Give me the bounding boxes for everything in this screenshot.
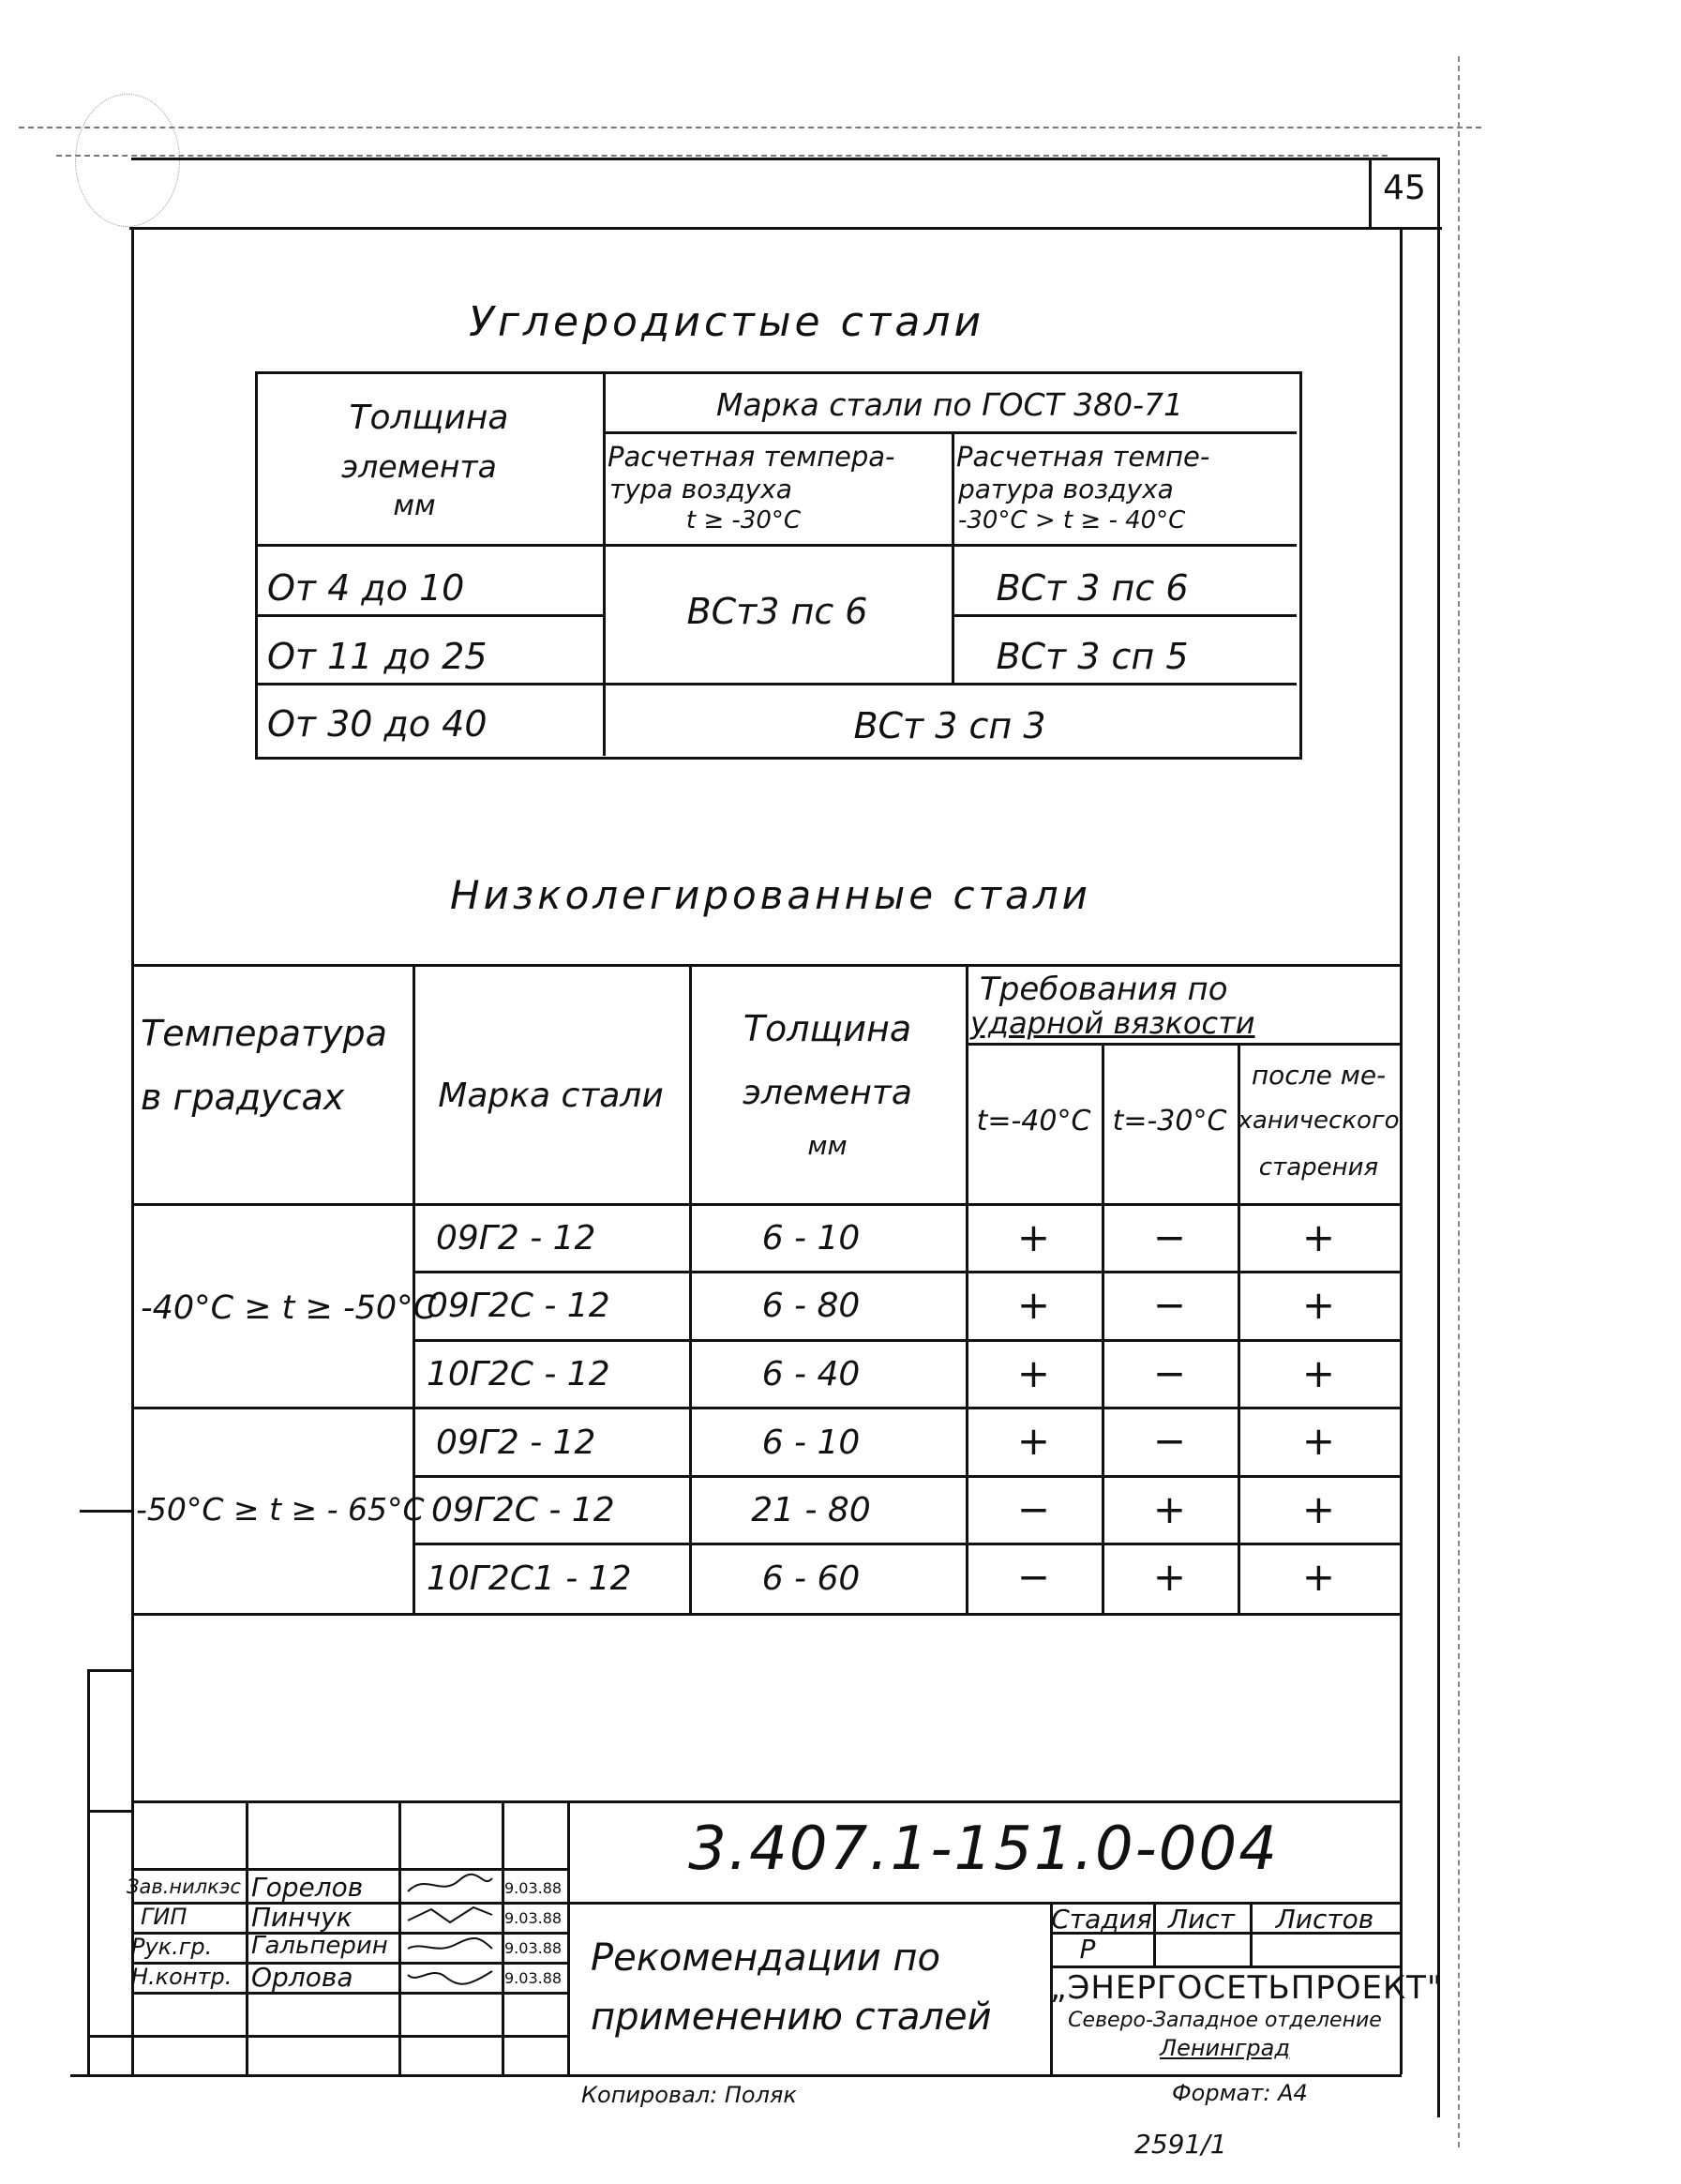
signature-scribble	[403, 1932, 497, 1960]
carbon-grade-last-merged: ВСт 3 сп 3	[853, 705, 1046, 746]
lowalloy-row-t40: +	[1016, 1214, 1051, 1260]
lowalloy-row-thickness: 21 - 80	[751, 1491, 871, 1529]
organization-city: Ленинград	[1160, 2035, 1290, 2061]
copied-by: Копировал: Поляк	[581, 2082, 797, 2108]
carbon-row-line	[603, 431, 1297, 434]
lowalloy-row-line	[413, 1543, 1400, 1545]
title-row-line	[131, 2035, 567, 2038]
carbon-col-line	[603, 371, 606, 756]
frame-top	[129, 227, 1442, 230]
lowalloy-row-aging: +	[1301, 1350, 1336, 1396]
organization-branch: Северо-Западное отделение	[1068, 2009, 1382, 2032]
lowalloy-row-t30: −	[1152, 1350, 1187, 1396]
carbon-grade2-row1: ВСт 3 пс 6	[996, 567, 1189, 609]
carbon-row-line	[255, 544, 1297, 547]
sheets-label: Листов	[1275, 1904, 1374, 1935]
stage-value: Р	[1079, 1934, 1096, 1965]
document-code: 3.407.1-151.0-004	[688, 1815, 1279, 1884]
document-title-line1: Рекомендации по	[591, 1936, 941, 1980]
frame-left	[131, 227, 134, 2074]
frame-right	[1400, 227, 1403, 2074]
lowalloy-header-aging: после ме-	[1251, 1060, 1387, 1091]
signer-role: Н.контр.	[131, 1964, 233, 1990]
lowalloy-row-t30: −	[1152, 1214, 1187, 1260]
signature-scribble	[403, 1962, 497, 1990]
lowalloy-row-grade: 10Г2С1 - 12	[427, 1559, 632, 1598]
title-col-line	[502, 1800, 504, 2074]
lowalloy-row-grade: 10Г2С - 12	[427, 1355, 610, 1393]
lowalloy-row-thickness: 6 - 40	[761, 1355, 861, 1393]
lowalloy-header-temp-2: в градусах	[141, 1077, 345, 1118]
signer-date: 9.03.88	[504, 1939, 563, 1957]
carbon-header-temp2-3: -30°C > t ≥ - 40°C	[958, 506, 1186, 535]
lowalloy-steels-title: Низколегированные стали	[450, 872, 1091, 918]
title-col-line	[246, 1800, 248, 2074]
lowalloy-row-t40: −	[1016, 1486, 1051, 1532]
lowalloy-row-thickness: 6 - 80	[761, 1287, 861, 1325]
lowalloy-header-thickness: Толщина	[743, 1008, 912, 1049]
lowalloy-group-temp: -50°C ≥ t ≥ - 65°C	[136, 1491, 425, 1528]
lowalloy-header-t40: t=-40°C	[976, 1105, 1091, 1137]
frame-top-outer	[131, 158, 1439, 160]
lowalloy-header-bottom	[131, 1203, 1400, 1206]
signer-name: Орлова	[251, 1962, 353, 1993]
sheet-number: 45	[1383, 169, 1426, 207]
frame-bottom	[70, 2074, 1402, 2077]
stage-label: Стадия	[1051, 1904, 1152, 1935]
title-row-line	[131, 1868, 567, 1871]
round-stamp	[75, 94, 180, 227]
carbon-header-temp1: Расчетная темпера-	[608, 441, 895, 473]
lowalloy-row-grade: 09Г2С - 12	[431, 1491, 615, 1529]
carbon-row-line	[255, 683, 1297, 685]
lowalloy-row-t40: +	[1016, 1350, 1051, 1396]
document-title-line2: применению сталей	[591, 1996, 992, 2039]
lowalloy-row-t40: +	[1016, 1418, 1051, 1464]
lowalloy-bottom-line	[131, 1613, 1400, 1616]
carbon-header-temp1-3: t ≥ -30°C	[685, 506, 802, 535]
inventory-number: 2591/1	[1134, 2129, 1227, 2160]
lowalloy-header-aging-2: ханического	[1238, 1107, 1400, 1135]
lowalloy-row-line	[966, 1043, 1400, 1046]
lowalloy-header-req-2: ударной вязкости	[970, 1005, 1255, 1041]
binding-mark	[80, 1510, 131, 1513]
lowalloy-row-grade: 09Г2 - 12	[436, 1423, 596, 1462]
lowalloy-row-grade: 09Г2С - 12	[427, 1287, 610, 1325]
carbon-row-thickness: От 4 до 10	[267, 567, 465, 609]
lowalloy-group-temp: -40°C ≥ t ≥ -50°C	[141, 1289, 437, 1327]
signature-scribble	[403, 1871, 497, 1899]
carbon-row-thickness: От 30 до 40	[267, 703, 488, 745]
carbon-row-line	[255, 614, 603, 617]
carbon-header-thickness-3: мм	[393, 490, 436, 522]
lowalloy-row-aging: +	[1301, 1486, 1336, 1532]
signer-name: Гальперин	[251, 1932, 388, 1960]
right-trim-line	[1458, 56, 1460, 2147]
lowalloy-header-aging-3: старения	[1258, 1153, 1379, 1182]
lowalloy-header-t30: t=-30°C	[1112, 1105, 1227, 1137]
carbon-header-thickness-2: элемента	[341, 448, 497, 485]
title-col-line	[398, 1800, 401, 2074]
binding-mark	[87, 1669, 131, 1672]
trim-line	[19, 127, 1481, 128]
lowalloy-row-grade: 09Г2 - 12	[436, 1219, 596, 1258]
frame-right-outer	[1437, 158, 1440, 2117]
lowalloy-header-thickness-2: элемента	[743, 1074, 912, 1112]
organization-name: „ЭНЕРГОСЕТЬПРОЕКТ"	[1050, 1969, 1443, 2007]
lowalloy-row-aging: +	[1301, 1282, 1336, 1328]
signer-role: ГИП	[141, 1904, 188, 1930]
lowalloy-row-line	[413, 1339, 1400, 1342]
carbon-header-thickness: Толщина	[349, 399, 509, 437]
lowalloy-row-thickness: 6 - 10	[761, 1423, 861, 1462]
lowalloy-row-thickness: 6 - 60	[761, 1559, 861, 1598]
signer-role: Рук.гр.	[131, 1934, 213, 1960]
trim-line	[56, 155, 1388, 157]
signature-scribble	[403, 1902, 497, 1930]
signer-date: 9.03.88	[504, 1909, 563, 1927]
binding-strip	[87, 1669, 90, 2074]
lowalloy-row-aging: +	[1301, 1554, 1336, 1600]
carbon-header-temp2-2: ратура воздуха	[958, 474, 1174, 505]
sheet-label: Лист	[1168, 1904, 1235, 1935]
lowalloy-row-aging: +	[1301, 1418, 1336, 1464]
carbon-steels-title: Углеродистые стали	[469, 298, 985, 346]
binding-mark	[87, 1810, 131, 1813]
lowalloy-row-t40: −	[1016, 1554, 1051, 1600]
signer-name: Горелов	[251, 1872, 364, 1903]
paper-format: Формат: А4	[1172, 2080, 1308, 2106]
title-block-top	[131, 1800, 1400, 1803]
lowalloy-header-grade: Марка стали	[438, 1077, 664, 1115]
lowalloy-header-req: Требования по	[980, 971, 1228, 1008]
carbon-header-grade: Марка стали по ГОСТ 380-71	[715, 386, 1184, 423]
carbon-grade2-row2: ВСт 3 сп 5	[996, 636, 1189, 677]
carbon-grade-merged: ВСт3 пс 6	[686, 591, 868, 632]
signer-role: Зав.нилкэс	[127, 1875, 241, 1898]
lowalloy-header-thickness-3: мм	[807, 1130, 848, 1161]
signer-name: Пинчук	[251, 1902, 353, 1933]
lowalloy-row-line	[413, 1475, 1400, 1478]
carbon-row-thickness: От 11 до 25	[267, 636, 488, 677]
carbon-row-line	[952, 614, 1297, 617]
signer-date: 9.03.88	[504, 1969, 563, 1987]
lowalloy-row-t30: −	[1152, 1282, 1187, 1328]
carbon-header-temp2: Расчетная темпе-	[956, 441, 1210, 473]
lowalloy-header-temp: Температура	[141, 1013, 387, 1054]
binding-mark	[87, 2035, 131, 2038]
signer-date: 9.03.88	[504, 1879, 563, 1897]
lowalloy-row-t40: +	[1016, 1282, 1051, 1328]
carbon-header-temp1-2: тура воздуха	[609, 474, 792, 505]
lowalloy-row-line	[413, 1271, 1400, 1273]
lowalloy-row-aging: +	[1301, 1214, 1336, 1260]
lowalloy-group-line	[131, 1407, 1400, 1409]
lowalloy-row-thickness: 6 - 10	[761, 1219, 861, 1258]
lowalloy-row-t30: +	[1152, 1486, 1187, 1532]
title-row-line	[1050, 1966, 1400, 1968]
lowalloy-row-t30: −	[1152, 1418, 1187, 1464]
lowalloy-top-line	[131, 964, 1400, 967]
lowalloy-row-t30: +	[1152, 1554, 1187, 1600]
